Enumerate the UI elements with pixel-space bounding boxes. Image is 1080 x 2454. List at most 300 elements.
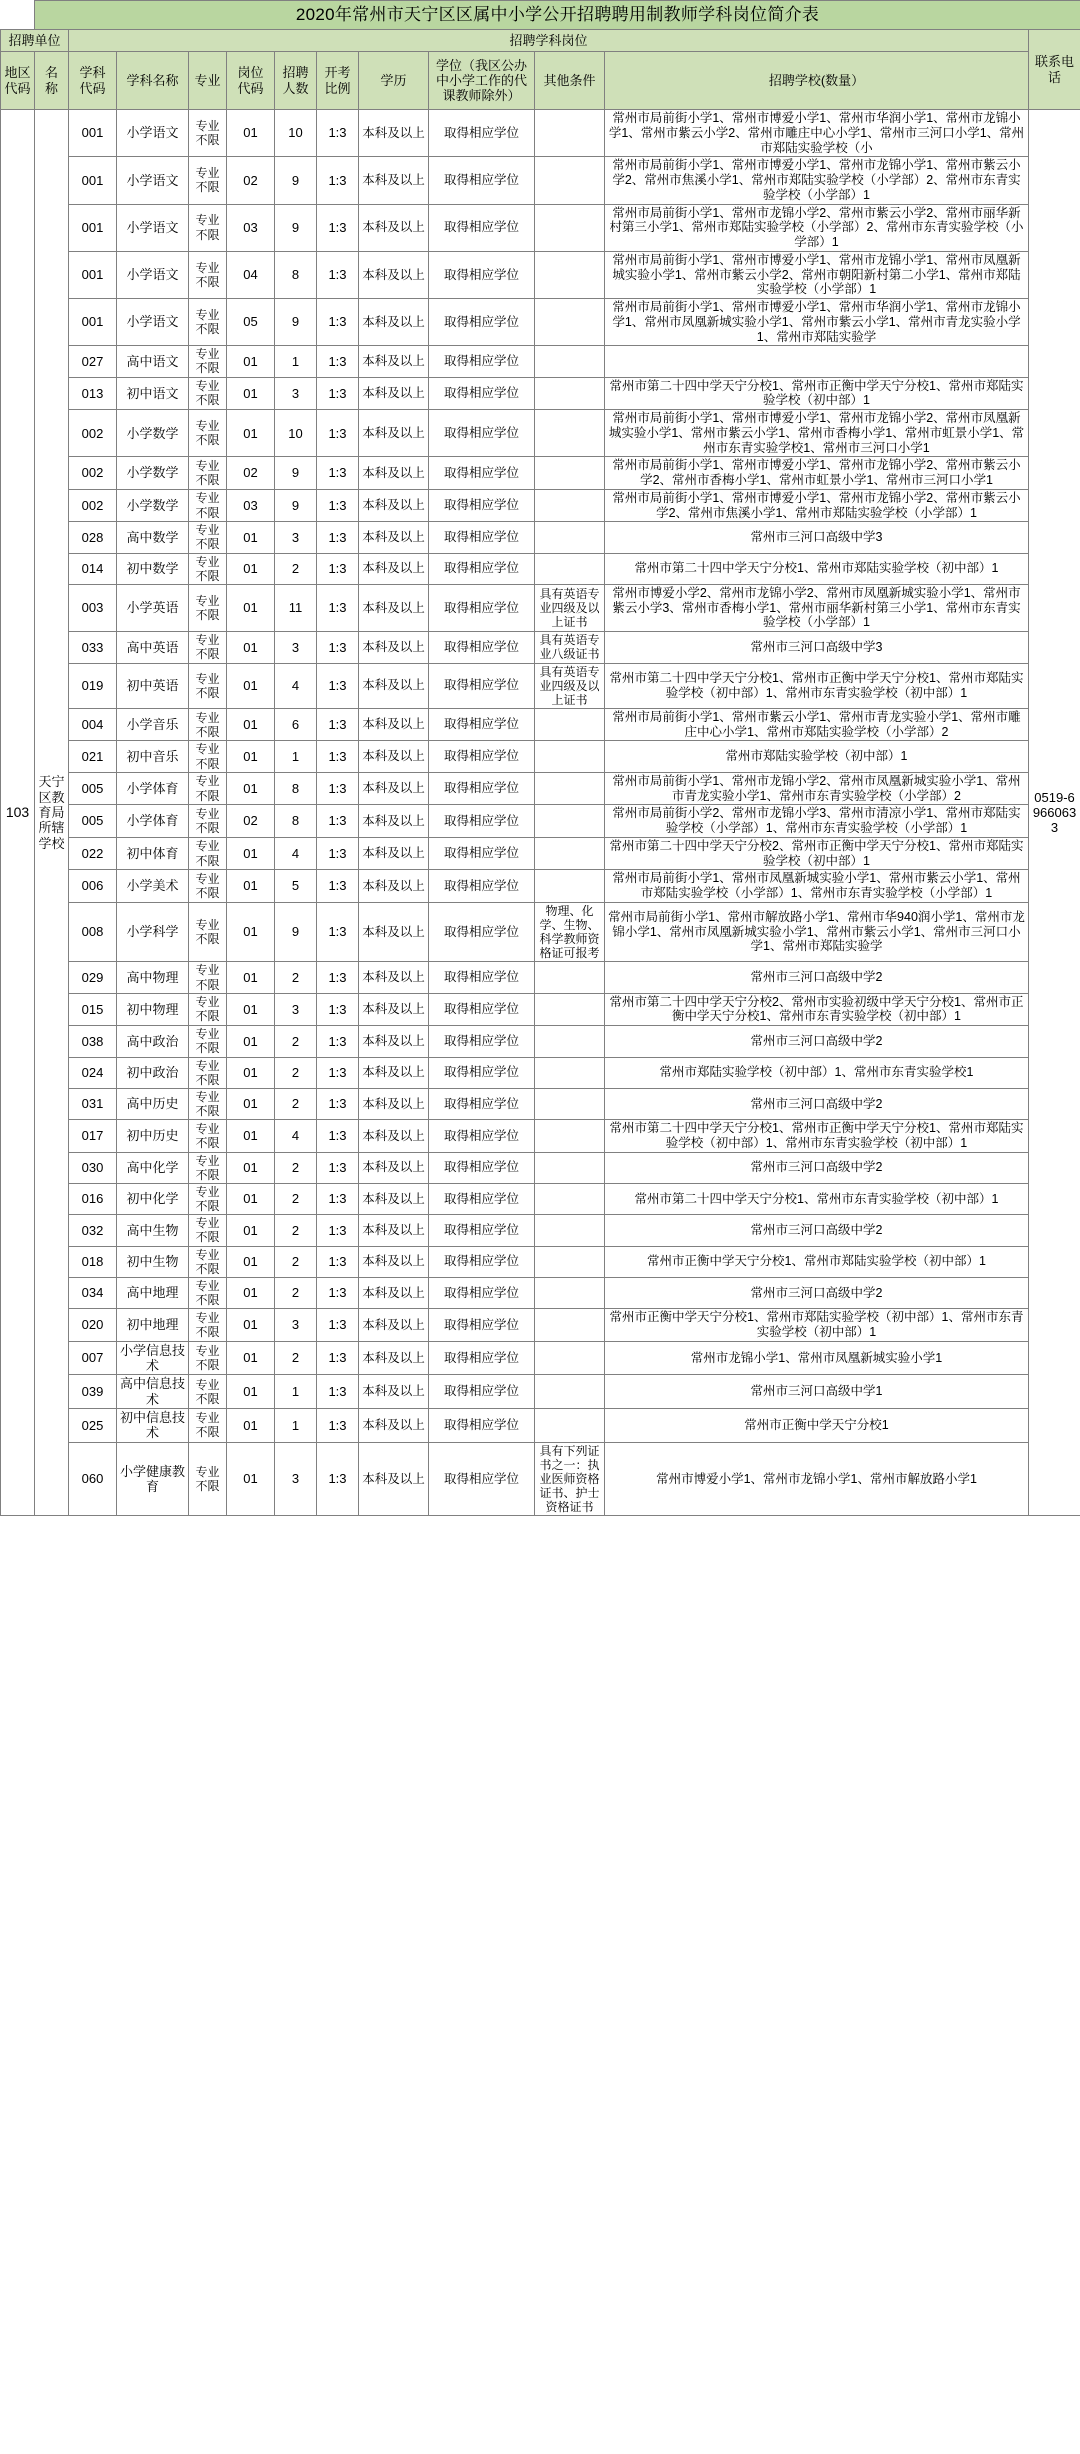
major-cell: 专业不限	[189, 110, 227, 157]
major-cell: 专业不限	[189, 1026, 227, 1057]
major-cell: 专业不限	[189, 457, 227, 490]
header-phone-line2: 话	[1048, 69, 1062, 85]
header-hire-count-l2: 人数	[282, 80, 309, 96]
table-row	[1, 110, 1080, 157]
page-title: 2020年常州市天宁区区属中小学公开招聘聘用制教师学科岗位简介表	[35, 1, 1080, 30]
subject-code-cell: 001	[69, 110, 117, 157]
table-row	[1, 772, 1080, 805]
education-cell: 本科及以上	[359, 805, 429, 838]
degree-cell: 取得相应学位	[429, 870, 535, 903]
header-hire-count	[275, 52, 317, 110]
exam-ratio-cell: 1:3	[317, 837, 359, 870]
title-row	[1, 1, 1080, 30]
degree-cell: 取得相应学位	[429, 1183, 535, 1214]
header-major: 专业	[189, 52, 227, 110]
major-cell: 专业不限	[189, 346, 227, 377]
degree-cell: 取得相应学位	[429, 110, 535, 157]
other-conditions-cell	[535, 457, 605, 490]
schools-cell: 常州市局前街小学1、常州市博爱小学1、常州市龙锦小学2、常州市紫云小学2、常州市焦溪小学1、常州市郑陆实验学校（小学部）1	[605, 489, 1029, 522]
exam-ratio-cell: 1:3	[317, 1120, 359, 1153]
major-cell: 专业不限	[189, 1088, 227, 1119]
subject-code-cell: 038	[69, 1026, 117, 1057]
header-exam-ratio-l2: 比例	[324, 80, 351, 96]
header-subject-code	[69, 52, 117, 110]
subject-name-cell: 小学体育	[117, 805, 189, 838]
subject-name-cell: 高中政治	[117, 1026, 189, 1057]
other-conditions-cell	[535, 1026, 605, 1057]
degree-cell: 取得相应学位	[429, 457, 535, 490]
subject-code-cell: 002	[69, 457, 117, 490]
exam-ratio-cell: 1:3	[317, 962, 359, 993]
hire-count-cell: 2	[275, 1026, 317, 1057]
subject-code-cell: 006	[69, 870, 117, 903]
header-post-code-l1: 岗位	[237, 65, 264, 81]
table-row	[1, 1215, 1080, 1246]
schools-cell: 常州市三河口高级中学2	[605, 1152, 1029, 1183]
schools-cell: 常州市局前街小学1、常州市紫云小学1、常州市青龙实验小学1、常州市雕庄中心小学1、常州市郑陆实验学校（小学部）2	[605, 708, 1029, 741]
header-degree: 学位（我区公办中小学工作的代课教师除外）	[429, 52, 535, 110]
education-cell: 本科及以上	[359, 962, 429, 993]
degree-cell: 取得相应学位	[429, 1246, 535, 1277]
schools-cell: 常州市三河口高级中学1	[605, 1375, 1029, 1409]
subject-code-cell: 020	[69, 1309, 117, 1342]
post-code-cell: 01	[227, 663, 275, 708]
schools-cell: 常州市博爱小学1、常州市龙锦小学1、常州市解放路小学1	[605, 1442, 1029, 1516]
degree-cell: 取得相应学位	[429, 204, 535, 251]
education-cell: 本科及以上	[359, 489, 429, 522]
hire-count-cell: 4	[275, 1120, 317, 1153]
other-conditions-cell	[535, 377, 605, 410]
degree-cell: 取得相应学位	[429, 708, 535, 741]
other-conditions-cell	[535, 1246, 605, 1277]
subject-name-cell: 高中数学	[117, 522, 189, 553]
subject-code-cell: 016	[69, 1183, 117, 1214]
header-education: 学历	[359, 52, 429, 110]
table-row	[1, 584, 1080, 631]
other-conditions-cell: 具有下列证书之一：执业医师资格证书、护士资格证书	[535, 1442, 605, 1516]
post-code-cell: 01	[227, 902, 275, 962]
post-code-cell: 01	[227, 772, 275, 805]
subject-name-cell: 高中生物	[117, 1215, 189, 1246]
subject-name-cell: 初中物理	[117, 993, 189, 1026]
subject-name-cell: 初中政治	[117, 1057, 189, 1088]
post-code-cell: 01	[227, 1183, 275, 1214]
table-row	[1, 1183, 1080, 1214]
other-conditions-cell: 具有英语专业四级及以上证书	[535, 584, 605, 631]
exam-ratio-cell: 1:3	[317, 1409, 359, 1443]
schools-cell: 常州市正衡中学天宁分校1、常州市郑陆实验学校（初中部）1	[605, 1246, 1029, 1277]
table-row	[1, 410, 1080, 457]
subject-code-cell: 025	[69, 1409, 117, 1443]
header-hire-count-l1: 招聘	[282, 65, 309, 81]
education-cell: 本科及以上	[359, 1375, 429, 1409]
exam-ratio-cell: 1:3	[317, 410, 359, 457]
subject-name-cell: 初中语文	[117, 377, 189, 410]
schools-cell: 常州市三河口高级中学2	[605, 1277, 1029, 1308]
degree-cell: 取得相应学位	[429, 1309, 535, 1342]
major-cell: 专业不限	[189, 663, 227, 708]
exam-ratio-cell: 1:3	[317, 741, 359, 772]
education-cell: 本科及以上	[359, 1309, 429, 1342]
education-cell: 本科及以上	[359, 870, 429, 903]
major-cell: 专业不限	[189, 1375, 227, 1409]
education-cell: 本科及以上	[359, 1120, 429, 1153]
subject-name-cell: 小学语文	[117, 299, 189, 346]
education-cell: 本科及以上	[359, 1183, 429, 1214]
exam-ratio-cell: 1:3	[317, 1152, 359, 1183]
table-row	[1, 251, 1080, 298]
education-cell: 本科及以上	[359, 299, 429, 346]
schools-cell: 常州市郑陆实验学校（初中部）1	[605, 741, 1029, 772]
hire-count-cell: 2	[275, 1215, 317, 1246]
degree-cell: 取得相应学位	[429, 157, 535, 204]
table-row	[1, 741, 1080, 772]
degree-cell: 取得相应学位	[429, 584, 535, 631]
table-row	[1, 663, 1080, 708]
subject-name-cell: 小学语文	[117, 157, 189, 204]
header-contact-phone	[1029, 30, 1080, 110]
schools-cell: 常州市三河口高级中学2	[605, 1215, 1029, 1246]
exam-ratio-cell: 1:3	[317, 377, 359, 410]
header-unit-name-l1: 名	[44, 65, 58, 81]
other-conditions-cell	[535, 410, 605, 457]
major-cell: 专业不限	[189, 489, 227, 522]
education-cell: 本科及以上	[359, 377, 429, 410]
subject-name-cell: 小学数学	[117, 410, 189, 457]
other-conditions-cell	[535, 110, 605, 157]
table-row	[1, 1152, 1080, 1183]
hire-count-cell: 9	[275, 299, 317, 346]
degree-cell: 取得相应学位	[429, 772, 535, 805]
table-row	[1, 1341, 1080, 1375]
education-cell: 本科及以上	[359, 157, 429, 204]
exam-ratio-cell: 1:3	[317, 1375, 359, 1409]
subject-code-cell: 060	[69, 1442, 117, 1516]
schools-cell: 常州市第二十四中学天宁分校1、常州市郑陆实验学校（初中部）1	[605, 553, 1029, 584]
hire-count-cell: 8	[275, 251, 317, 298]
subject-name-cell: 高中化学	[117, 1152, 189, 1183]
subject-name-cell: 初中化学	[117, 1183, 189, 1214]
post-code-cell: 01	[227, 708, 275, 741]
exam-ratio-cell: 1:3	[317, 489, 359, 522]
subject-name-cell: 小学语文	[117, 251, 189, 298]
education-cell: 本科及以上	[359, 204, 429, 251]
subject-name-cell: 小学语文	[117, 204, 189, 251]
major-cell: 专业不限	[189, 1152, 227, 1183]
degree-cell: 取得相应学位	[429, 1026, 535, 1057]
post-code-cell: 02	[227, 457, 275, 490]
subject-code-cell: 004	[69, 708, 117, 741]
exam-ratio-cell: 1:3	[317, 110, 359, 157]
other-conditions-cell	[535, 1152, 605, 1183]
table-row	[1, 204, 1080, 251]
post-code-cell: 01	[227, 1246, 275, 1277]
exam-ratio-cell: 1:3	[317, 1277, 359, 1308]
major-cell: 专业不限	[189, 157, 227, 204]
subject-name-cell: 高中信息技术	[117, 1375, 189, 1409]
degree-cell: 取得相应学位	[429, 1152, 535, 1183]
subject-code-cell: 001	[69, 251, 117, 298]
table-row	[1, 1409, 1080, 1443]
subject-code-cell: 002	[69, 410, 117, 457]
hire-count-cell: 4	[275, 837, 317, 870]
subject-name-cell: 小学英语	[117, 584, 189, 631]
other-conditions-cell	[535, 1183, 605, 1214]
schools-cell: 常州市郑陆实验学校（初中部）1、常州市东青实验学校1	[605, 1057, 1029, 1088]
hire-count-cell: 2	[275, 553, 317, 584]
subject-name-cell: 小学数学	[117, 457, 189, 490]
schools-cell: 常州市局前街小学1、常州市博爱小学1、常州市龙锦小学1、常州市紫云小学2、常州市焦溪小学1、常州市郑陆实验学校（小学部）2、常州市东青实验学校（小学部）1	[605, 157, 1029, 204]
hire-count-cell: 2	[275, 1246, 317, 1277]
other-conditions-cell	[535, 962, 605, 993]
subject-name-cell: 初中历史	[117, 1120, 189, 1153]
exam-ratio-cell: 1:3	[317, 522, 359, 553]
other-conditions-cell	[535, 772, 605, 805]
subject-code-cell: 008	[69, 902, 117, 962]
subject-name-cell: 高中语文	[117, 346, 189, 377]
major-cell: 专业不限	[189, 741, 227, 772]
hire-count-cell: 1	[275, 1375, 317, 1409]
other-conditions-cell	[535, 1057, 605, 1088]
subject-name-cell: 初中信息技术	[117, 1409, 189, 1443]
schools-cell: 常州市龙锦小学1、常州市凤凰新城实验小学1	[605, 1341, 1029, 1375]
table-row	[1, 522, 1080, 553]
schools-cell: 常州市局前街小学1、常州市凤凰新城实验小学1、常州市紫云小学1、常州市郑陆实验学校（小学部）1、常州市东青实验学校（小学部）1	[605, 870, 1029, 903]
schools-cell: 常州市局前街小学2、常州市龙锦小学3、常州市清凉小学1、常州市郑陆实验学校（小学部）1、常州市东青实验学校（小学部）1	[605, 805, 1029, 838]
subject-name-cell: 小学数学	[117, 489, 189, 522]
header-region-code-l1: 地区	[4, 65, 31, 81]
degree-cell: 取得相应学位	[429, 962, 535, 993]
subject-code-cell: 014	[69, 553, 117, 584]
education-cell: 本科及以上	[359, 1152, 429, 1183]
other-conditions-cell	[535, 1341, 605, 1375]
major-cell: 专业不限	[189, 1309, 227, 1342]
degree-cell: 取得相应学位	[429, 1277, 535, 1308]
education-cell: 本科及以上	[359, 553, 429, 584]
education-cell: 本科及以上	[359, 741, 429, 772]
other-conditions-cell	[535, 1409, 605, 1443]
schools-cell: 常州市三河口高级中学2	[605, 1026, 1029, 1057]
post-code-cell: 01	[227, 837, 275, 870]
other-conditions-cell	[535, 1277, 605, 1308]
other-conditions-cell	[535, 553, 605, 584]
post-code-cell: 01	[227, 377, 275, 410]
hire-count-cell: 11	[275, 584, 317, 631]
other-conditions-cell	[535, 251, 605, 298]
post-code-cell: 01	[227, 553, 275, 584]
header-post-code-l2: 代码	[237, 80, 264, 96]
other-conditions-cell	[535, 1375, 605, 1409]
subject-code-cell: 019	[69, 663, 117, 708]
exam-ratio-cell: 1:3	[317, 632, 359, 663]
education-cell: 本科及以上	[359, 110, 429, 157]
subject-code-cell: 001	[69, 299, 117, 346]
post-code-cell: 01	[227, 1341, 275, 1375]
table-row	[1, 993, 1080, 1026]
major-cell: 专业不限	[189, 584, 227, 631]
hire-count-cell: 4	[275, 663, 317, 708]
degree-cell: 取得相应学位	[429, 1341, 535, 1375]
hire-count-cell: 2	[275, 1341, 317, 1375]
degree-cell: 取得相应学位	[429, 741, 535, 772]
schools-cell: 常州市局前街小学1、常州市博爱小学1、常州市龙锦小学2、常州市凤凰新城实验小学1、常州市紫云小学1、常州市香梅小学1、常州市虹景小学1、常州市东青实验学校1、常州市三河口小学1	[605, 410, 1029, 457]
post-code-cell: 01	[227, 522, 275, 553]
schools-cell: 常州市局前街小学1、常州市博爱小学1、常州市华润小学1、常州市龙锦小学1、常州市凤凰新城实验小学1、常州市紫云小学1、常州市青龙实验小学1、常州市郑陆实验学	[605, 299, 1029, 346]
hire-count-cell: 6	[275, 708, 317, 741]
post-code-cell: 01	[227, 346, 275, 377]
exam-ratio-cell: 1:3	[317, 251, 359, 298]
education-cell: 本科及以上	[359, 1409, 429, 1443]
table-row	[1, 837, 1080, 870]
exam-ratio-cell: 1:3	[317, 1026, 359, 1057]
education-cell: 本科及以上	[359, 663, 429, 708]
other-conditions-cell	[535, 870, 605, 903]
post-code-cell: 01	[227, 584, 275, 631]
subject-code-cell: 005	[69, 772, 117, 805]
header-unit-name	[35, 52, 69, 110]
education-cell: 本科及以上	[359, 457, 429, 490]
major-cell: 专业不限	[189, 902, 227, 962]
contact-phone-cell: 0519-69660633	[1029, 110, 1080, 1516]
schools-cell: 常州市局前街小学1、常州市解放路小学1、常州市华940润小学1、常州市龙锦小学1、常州市凤凰新城实验小学1、常州市紫云小学1、常州市三河口小学1、常州市郑陆实验学	[605, 902, 1029, 962]
degree-cell: 取得相应学位	[429, 410, 535, 457]
hire-count-cell: 3	[275, 993, 317, 1026]
degree-cell: 取得相应学位	[429, 663, 535, 708]
subject-code-cell: 032	[69, 1215, 117, 1246]
subject-name-cell: 小学语文	[117, 110, 189, 157]
table-row	[1, 708, 1080, 741]
education-cell: 本科及以上	[359, 1057, 429, 1088]
major-cell: 专业不限	[189, 1341, 227, 1375]
subject-code-cell: 017	[69, 1120, 117, 1153]
subject-code-cell: 013	[69, 377, 117, 410]
subject-code-cell: 028	[69, 522, 117, 553]
header-column-row	[1, 52, 1080, 110]
subject-name-cell: 初中体育	[117, 837, 189, 870]
degree-cell: 取得相应学位	[429, 902, 535, 962]
header-exam-ratio	[317, 52, 359, 110]
other-conditions-cell	[535, 837, 605, 870]
exam-ratio-cell: 1:3	[317, 457, 359, 490]
table-row	[1, 870, 1080, 903]
degree-cell: 取得相应学位	[429, 1442, 535, 1516]
table-row	[1, 489, 1080, 522]
hire-count-cell: 1	[275, 346, 317, 377]
region-code-cell: 103	[1, 110, 35, 1516]
hire-count-cell: 3	[275, 377, 317, 410]
exam-ratio-cell: 1:3	[317, 584, 359, 631]
schools-cell: 常州市正衡中学天宁分校1	[605, 1409, 1029, 1443]
education-cell: 本科及以上	[359, 1088, 429, 1119]
exam-ratio-cell: 1:3	[317, 902, 359, 962]
exam-ratio-cell: 1:3	[317, 1057, 359, 1088]
exam-ratio-cell: 1:3	[317, 805, 359, 838]
major-cell: 专业不限	[189, 805, 227, 838]
exam-ratio-cell: 1:3	[317, 663, 359, 708]
post-code-cell: 01	[227, 1088, 275, 1119]
table-row	[1, 377, 1080, 410]
other-conditions-cell	[535, 346, 605, 377]
subject-code-cell: 021	[69, 741, 117, 772]
subject-name-cell: 高中历史	[117, 1088, 189, 1119]
other-conditions-cell	[535, 157, 605, 204]
subject-code-cell: 027	[69, 346, 117, 377]
schools-cell: 常州市第二十四中学天宁分校1、常州市东青实验学校（初中部）1	[605, 1183, 1029, 1214]
other-conditions-cell: 物理、化学、生物、科学教师资格证可报考	[535, 902, 605, 962]
schools-cell: 常州市三河口高级中学2	[605, 1088, 1029, 1119]
table-row	[1, 1309, 1080, 1342]
major-cell: 专业不限	[189, 1057, 227, 1088]
other-conditions-cell	[535, 204, 605, 251]
major-cell: 专业不限	[189, 251, 227, 298]
degree-cell: 取得相应学位	[429, 377, 535, 410]
exam-ratio-cell: 1:3	[317, 204, 359, 251]
subject-name-cell: 初中数学	[117, 553, 189, 584]
post-code-cell: 01	[227, 632, 275, 663]
exam-ratio-cell: 1:3	[317, 870, 359, 903]
header-unit-name-l2: 称	[44, 80, 58, 96]
post-code-cell: 03	[227, 489, 275, 522]
major-cell: 专业不限	[189, 772, 227, 805]
schools-cell: 常州市局前街小学1、常州市龙锦小学2、常州市紫云小学2、常州市丽华新村第三小学1、常州市郑陆实验学校（小学部）2、常州市东青实验学校（小学部）1	[605, 204, 1029, 251]
major-cell: 专业不限	[189, 1183, 227, 1214]
major-cell: 专业不限	[189, 1215, 227, 1246]
hire-count-cell: 2	[275, 1152, 317, 1183]
education-cell: 本科及以上	[359, 522, 429, 553]
education-cell: 本科及以上	[359, 410, 429, 457]
subject-name-cell: 小学科学	[117, 902, 189, 962]
major-cell: 专业不限	[189, 993, 227, 1026]
table-row	[1, 902, 1080, 962]
table-row	[1, 553, 1080, 584]
subject-code-cell: 030	[69, 1152, 117, 1183]
exam-ratio-cell: 1:3	[317, 1183, 359, 1214]
exam-ratio-cell: 1:3	[317, 553, 359, 584]
degree-cell: 取得相应学位	[429, 1215, 535, 1246]
post-code-cell: 01	[227, 1057, 275, 1088]
schools-cell: 常州市三河口高级中学2	[605, 962, 1029, 993]
subject-name-cell: 高中地理	[117, 1277, 189, 1308]
hire-count-cell: 9	[275, 902, 317, 962]
subject-name-cell: 高中英语	[117, 632, 189, 663]
schools-cell: 常州市第二十四中学天宁分校1、常州市正衡中学天宁分校1、常州市郑陆实验学校（初中部）1	[605, 377, 1029, 410]
exam-ratio-cell: 1:3	[317, 157, 359, 204]
exam-ratio-cell: 1:3	[317, 1246, 359, 1277]
other-conditions-cell	[535, 299, 605, 346]
major-cell: 专业不限	[189, 1409, 227, 1443]
header-group-row	[1, 30, 1080, 52]
major-cell: 专业不限	[189, 299, 227, 346]
degree-cell: 取得相应学位	[429, 632, 535, 663]
major-cell: 专业不限	[189, 962, 227, 993]
hire-count-cell: 8	[275, 772, 317, 805]
subject-code-cell: 002	[69, 489, 117, 522]
schools-cell: 常州市博爱小学2、常州市龙锦小学2、常州市凤凰新城实验小学1、常州市紫云小学3、常州市香梅小学1、常州市丽华新村第三小学1、常州市东青实验学校（小学部）1	[605, 584, 1029, 631]
exam-ratio-cell: 1:3	[317, 993, 359, 1026]
hire-count-cell: 3	[275, 1442, 317, 1516]
schools-cell: 常州市三河口高级中学3	[605, 522, 1029, 553]
hire-count-cell: 3	[275, 1309, 317, 1342]
hire-count-cell: 9	[275, 157, 317, 204]
hire-count-cell: 2	[275, 1057, 317, 1088]
major-cell: 专业不限	[189, 837, 227, 870]
degree-cell: 取得相应学位	[429, 522, 535, 553]
subject-name-cell: 初中音乐	[117, 741, 189, 772]
subject-name-cell: 小学信息技术	[117, 1341, 189, 1375]
schools-cell	[605, 346, 1029, 377]
hire-count-cell: 3	[275, 522, 317, 553]
education-cell: 本科及以上	[359, 772, 429, 805]
